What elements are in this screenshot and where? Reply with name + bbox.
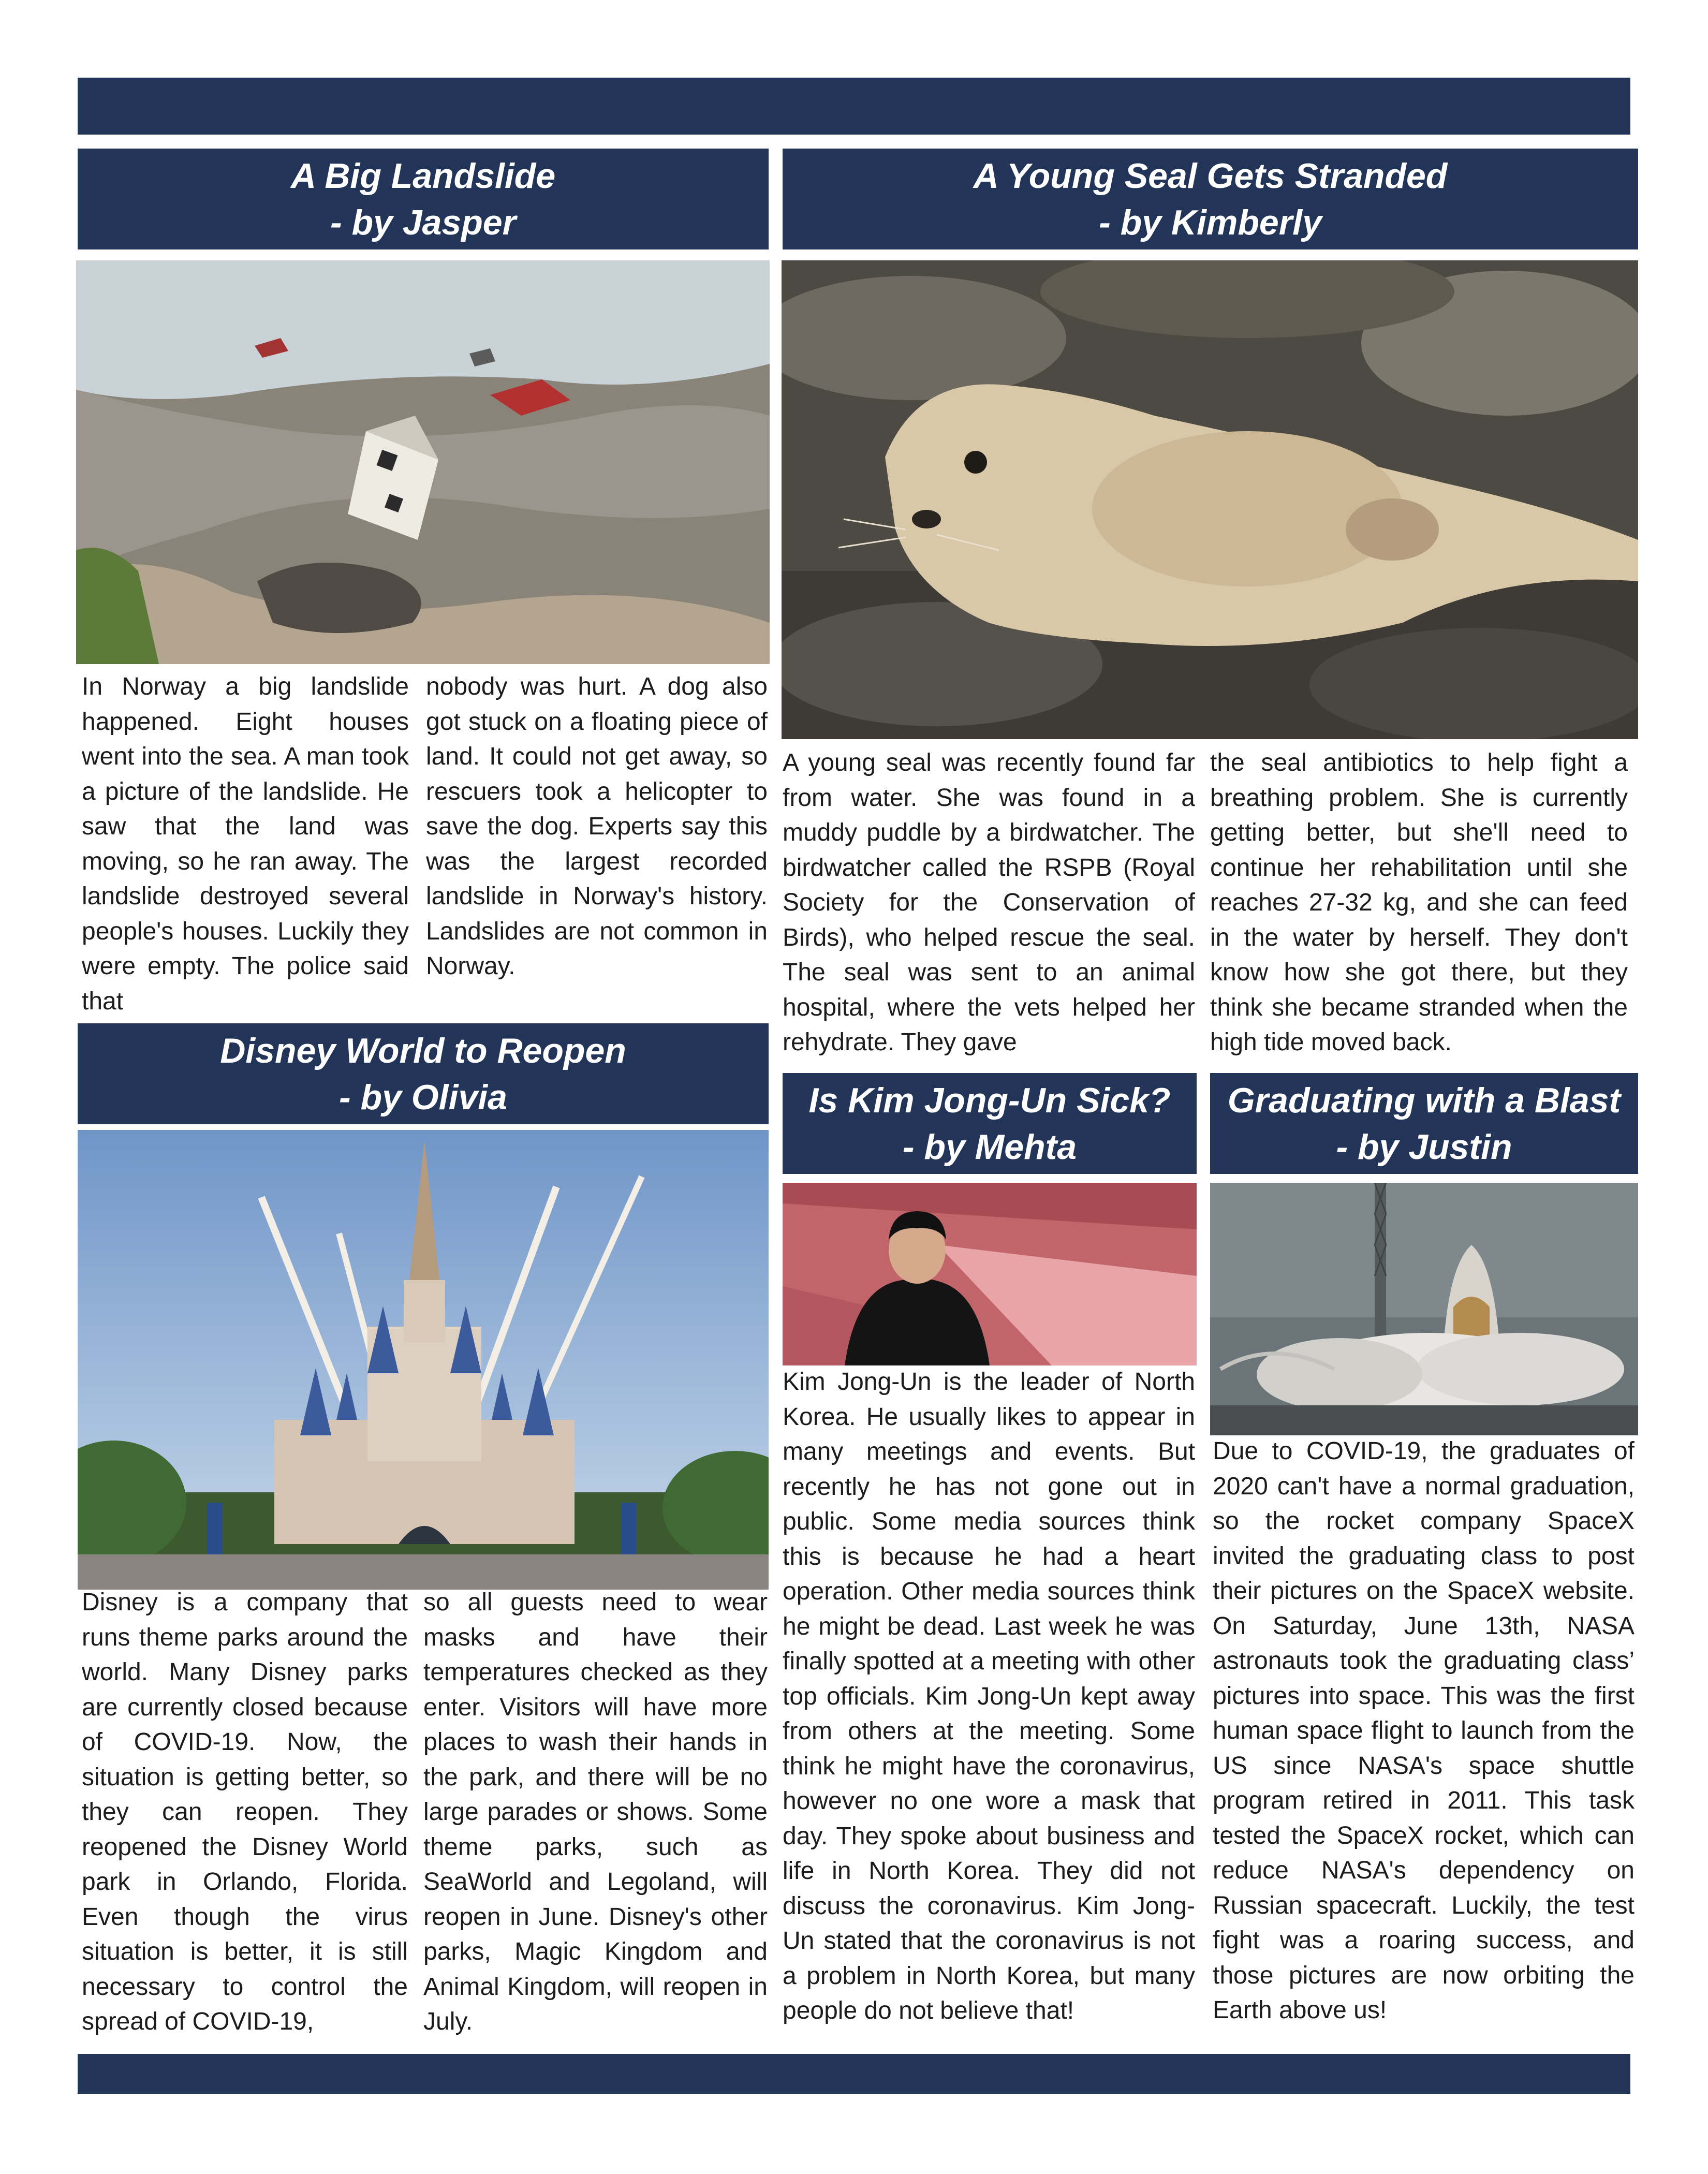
seal-header [783,149,1638,249]
kim-title: Is Kim Jong-Un Sick? [808,1080,1171,1120]
seal-text-col1: A young seal was recently found far from water. She was found in a muddy puddle by a birdwatcher. The birdwatcher called the RSPB (Royal Society for the Conservation of Birds), who helped rescue the seal. The seal was sent to an animal hospital, where the vets helped her rehydrate. They gave [783,749,1195,1056]
kim-photo [783,1183,1197,1365]
disney-byline: - by Olivia [339,1077,507,1117]
disney-text-col1: Disney is a company that runs theme parks around the world. Many Disney parks are currently closed because of COVID-19. Now, the situation is getting better, so they can reopen. They reopened the Disney World park in Orlando, Florida. Even though the virus situation is better, it is still necessary to control the spread of COVID-19, [82,1589,408,2035]
seal-byline: - by Kimberly [1099,202,1322,242]
landslide-text-col1: In Norway a big landslide happened. Eight houses went into the sea. A man took a picture of the landslide. He saw that the land was moving, so he ran away. The landslide destroyed several people's houses. Luckily they were empty. The police said that [82,673,409,1015]
kim-byline: - by Mehta [902,1127,1077,1167]
landslide-photo [76,260,770,664]
graduating-header [1210,1073,1638,1174]
seal-photo [782,260,1638,739]
landslide-title: A Big Landslide [290,156,556,196]
kim-text: Kim Jong-Un is the leader of North Korea. He usually likes to appear in many meetings and events. But recently he has not gone out in public. Some media sources think this is because he had a heart operation. Other media sources think he might be dead. Last week he was finally spotted at a meeting with other top officials. Kim Jong-Un kept away from others at the meeting. Some think he might have the coronavirus, however no one wore a mask that day. They spoke about business and life in North Korea. They did not discuss the coronavirus. Kim Jong-Un stated that the coronavirus is not a problem in North Korea, but many people do not believe that! [783,1368,1195,2024]
rocket-launch-photo [1210,1183,1638,1435]
seal-title: A Young Seal Gets Stranded [973,156,1448,196]
graduating-text: Due to COVID-19, the graduates of 2020 can't have a normal graduation, so the rocket company SpaceX invited the graduating class to post their pictures on the SpaceX website. On Saturday, June 13th, NASA astronauts took the graduating class’ pictures into space. This was the first human space flight to launch from the US since NASA's space shuttle program retired in 2011. This task tested the SpaceX rocket, which can reduce NASA's dependency on Russian spacecraft. Luckily, the test fight was a roaring success, and those pictures are now orbiting the Earth above us! [1213,1437,1635,2024]
landslide-header [78,149,769,249]
disney-header [78,1023,769,1124]
bottom-banner [78,2054,1630,2094]
disney-title: Disney World to Reopen [220,1031,626,1070]
disney-text-col2: so all guests need to wear masks and have their temperatures checked as they enter. Visitors will have more places to wash their hands in the park, and there will be no large parades or shows. Some theme parks, such as SeaWorld and Legoland, will reopen in June. Disney's other parks, Magic Kingdom and Animal Kingdom, will reopen in July. [423,1589,768,2035]
graduating-title: Graduating with a Blast [1227,1080,1621,1120]
graduating-byline: - by Justin [1336,1127,1512,1167]
kim-header [783,1073,1197,1174]
top-banner [78,78,1630,135]
landslide-byline: - by Jasper [330,202,517,242]
seal-text-col2: the seal antibiotics to help fight a breathing problem. She is currently getting better, but she'll need to continue her rehabilitation until she reaches 27-32 kg, and she can feed in the water by herself. They don't know how she got there, but they think she became stranded when the high tide moved back. [1210,749,1628,1056]
landslide-text-col2: nobody was hurt. A dog also got stuck on a floating piece of land. It could not get away, so rescuers took a helicopter to save the dog. Experts say this was the largest recorded landslide in Norway's history. Landslides are not common in Norway. [426,673,768,980]
disney-photo [78,1130,769,1590]
